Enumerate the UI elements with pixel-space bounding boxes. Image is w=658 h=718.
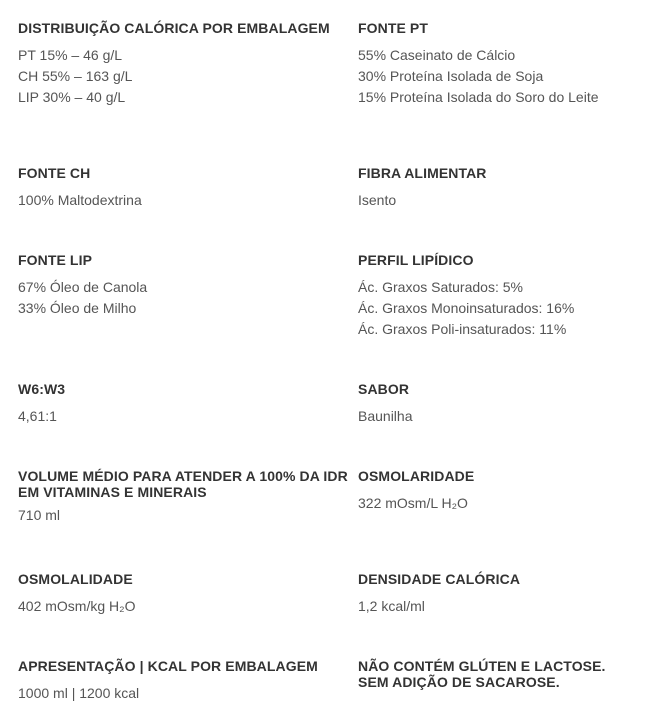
volume-line-1: 710 ml xyxy=(18,507,61,523)
densidade-heading: DENSIDADE CALÓRICA xyxy=(358,571,521,587)
perfil-line-3: Ác. Graxos Poli-insaturados: 11% xyxy=(358,321,567,337)
fibra-heading: FIBRA ALIMENTAR xyxy=(358,165,487,181)
fonte-ch-heading: FONTE CH xyxy=(18,165,91,181)
fonte-lip-line-2: 33% Óleo de Milho xyxy=(18,300,137,316)
fonte-pt-line-1: 55% Caseinato de Cálcio xyxy=(358,47,516,63)
osmolalidade-line-1: 402 mOsm/kg H₂O xyxy=(18,598,136,614)
fonte-pt-line-2: 30% Proteína Isolada de Soja xyxy=(358,68,544,84)
aviso-section xyxy=(358,658,633,690)
fonte-pt-line-3: 15% Proteína Isolada do Soro do Leite xyxy=(358,89,599,105)
fonte-lip-heading: FONTE LIP xyxy=(18,252,93,268)
volume-section xyxy=(18,468,348,526)
distribuicao-ch: CH 55% – 163 g/L xyxy=(18,68,133,84)
osmolalidade-section xyxy=(18,571,348,617)
perfil-line-2: Ác. Graxos Monoinsaturados: 16% xyxy=(358,300,575,316)
fonte-lip-section xyxy=(18,252,348,319)
distribuicao-heading: DISTRIBUIÇÃO CALÓRICA POR EMBALAGEM xyxy=(18,20,330,36)
fonte-pt-section xyxy=(358,20,658,108)
perfil-line-1: Ác. Graxos Saturados: 5% xyxy=(358,279,523,295)
perfil-lipidico-section xyxy=(358,252,658,340)
w6w3-line-1: 4,61:1 xyxy=(18,408,57,424)
osmolalidade-heading: OSMOLALIDADE xyxy=(18,571,133,587)
w6w3-section xyxy=(18,381,348,427)
apresentacao-line-1: 1000 ml | 1200 kcal xyxy=(18,685,140,701)
densidade-line-1: 1,2 kcal/ml xyxy=(358,598,425,614)
apresentacao-section xyxy=(18,658,348,704)
sabor-heading: SABOR xyxy=(358,381,410,397)
aviso-heading: NÃO CONTÉM GLÚTEN E LACTOSE. SEM ADIÇÃO DE SACAROSE. xyxy=(358,658,606,690)
osmolaridade-line-1: 322 mOsm/L H₂O xyxy=(358,495,468,511)
fibra-section xyxy=(358,165,658,211)
distribuicao-pt: PT 15% – 46 g/L xyxy=(18,47,123,63)
apresentacao-heading: APRESENTAÇÃO | KCAL POR EMBALAGEM xyxy=(18,658,318,674)
perfil-lipidico-heading: PERFIL LIPÍDICO xyxy=(358,252,474,268)
sabor-line-1: Baunilha xyxy=(358,408,413,424)
fonte-ch-line-1: 100% Maltodextrina xyxy=(18,192,142,208)
volume-heading: VOLUME MÉDIO PARA ATENDER A 100% DA IDR EM VITAMINAS E MINERAIS xyxy=(18,468,348,500)
osmolaridade-heading: OSMOLARIDADE xyxy=(358,468,475,484)
fonte-lip-line-1: 67% Óleo de Canola xyxy=(18,279,148,295)
distribuicao-section xyxy=(18,20,348,108)
fibra-line-1: Isento xyxy=(358,192,397,208)
fonte-ch-section xyxy=(18,165,348,211)
w6w3-heading: W6:W3 xyxy=(18,381,66,397)
sabor-section xyxy=(358,381,658,427)
fonte-pt-heading: FONTE PT xyxy=(358,20,429,36)
densidade-section xyxy=(358,571,658,617)
distribuicao-lip: LIP 30% – 40 g/L xyxy=(18,89,126,105)
osmolaridade-section xyxy=(358,468,658,514)
